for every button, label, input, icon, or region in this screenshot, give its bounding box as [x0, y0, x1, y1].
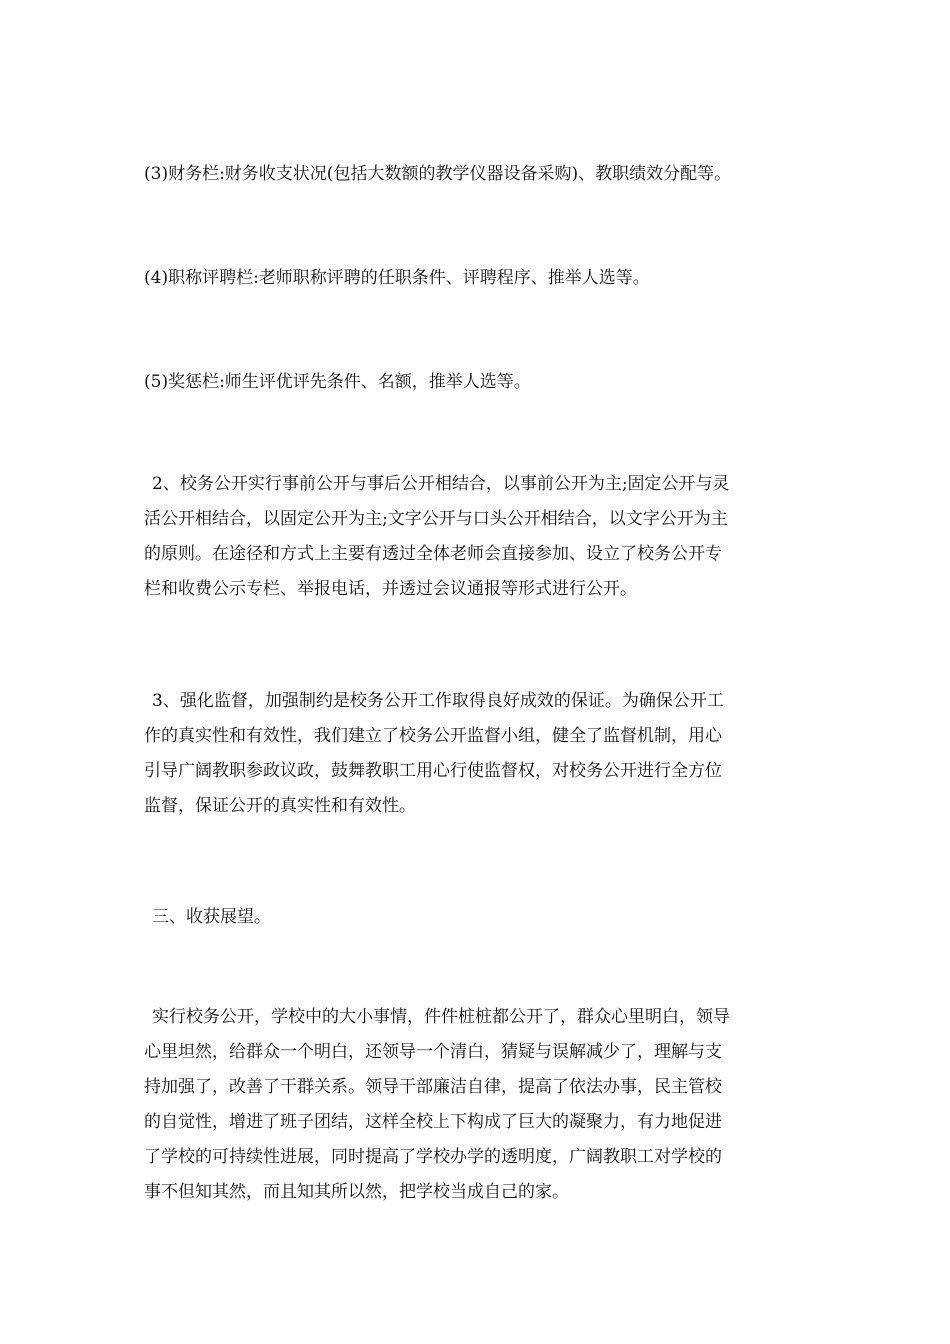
- paragraph-finance-column: [144, 157, 824, 192]
- text-line: (3)财务栏:财务收支状况(包括大数额的教学仪器设备采购)、教职绩效分配等。: [144, 164, 732, 184]
- text-line: 了学校的可持续性进展，同时提高了学校办学的透明度，广阔教职工对学校的: [144, 1147, 722, 1167]
- text-line: 作的真实性和有效性，我们建立了校务公开监督小组，健全了监督机制，用心: [144, 726, 722, 746]
- text-line: 3、强化监督，加强制约是校务公开工作取得良好成效的保证。为确保公开工: [152, 691, 724, 711]
- text-line: 的原则。在途径和方式上主要有透过全体老师会直接参加、设立了校务公开专: [144, 544, 722, 564]
- text-line: 栏和收费公示专栏、举报电话，并透过会议通报等形式进行公开。: [144, 579, 637, 599]
- text-line: (4)职称评聘栏:老师职称评聘的任职条件、评聘程序、推举人选等。: [144, 268, 650, 288]
- paragraph-point-3: [144, 684, 814, 824]
- text-line: 心里坦然，给群众一个明白，还领导一个清白，猜疑与误解减少了，理解与支: [144, 1042, 722, 1062]
- text-line: 实行校务公开，学校中的大小事情，件件桩桩都公开了，群众心里明白，领导: [152, 1007, 730, 1027]
- text-line: 事不但知其然，而且知其所以然，把学校当成自己的家。: [144, 1182, 569, 1202]
- text-line: 持加强了，改善了干群关系。领导干部廉洁自律，提高了依法办事，民主管校: [144, 1077, 722, 1097]
- text-line: (5)奖惩栏:师生评优评先条件、名额，推举人选等。: [144, 372, 531, 392]
- text-line: 2、校务公开实行事前公开与事后公开相结合，以事前公开为主;固定公开与灵: [152, 474, 730, 494]
- section-heading-harvest-outlook: [144, 900, 814, 935]
- text-line: 活公开相结合，以固定公开为主;文字公开与口头公开相结合，以文字公开为主: [144, 509, 728, 529]
- text-line: 的自觉性，增进了班子团结，这样全校上下构成了巨大的凝聚力，有力地促进: [144, 1112, 722, 1132]
- paragraph-title-review-column: [144, 261, 814, 296]
- paragraph-conclusion: [144, 1000, 814, 1210]
- text-line: 监督，保证公开的真实性和有效性。: [144, 796, 416, 816]
- paragraph-point-2: [144, 467, 814, 607]
- paragraph-rewards-column: [144, 365, 814, 400]
- text-line: 三、收获展望。: [152, 907, 271, 927]
- text-line: 引导广阔教职参政议政，鼓舞教职工用心行使监督权，对校务公开进行全方位: [144, 761, 722, 781]
